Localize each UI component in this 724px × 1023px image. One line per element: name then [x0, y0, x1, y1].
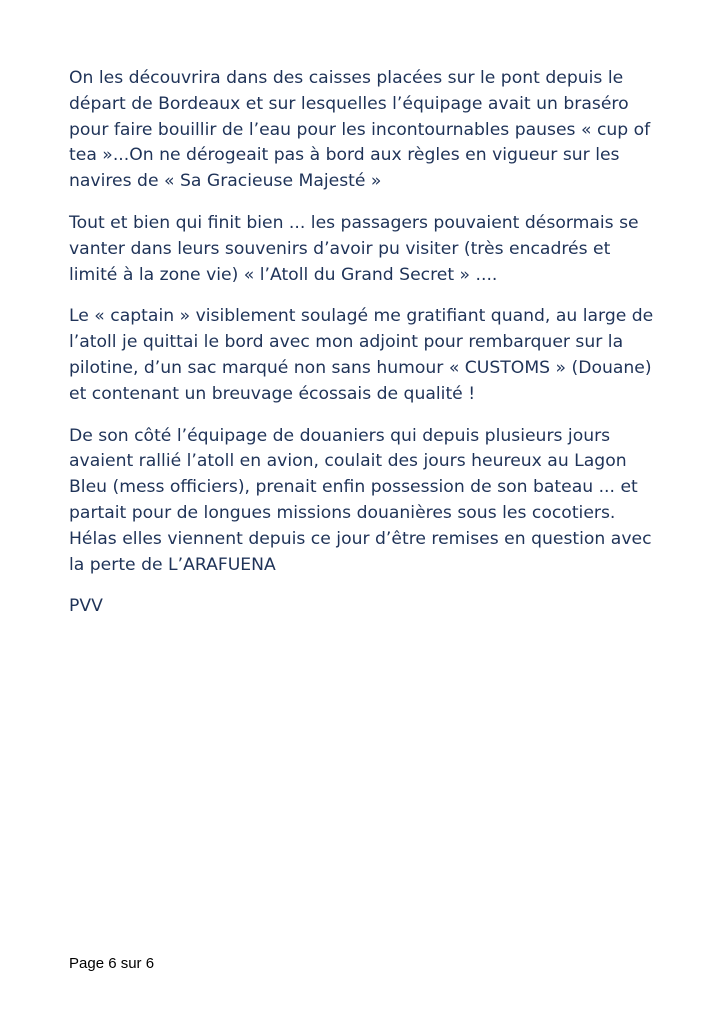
- text-line: limité à la zone vie) « l’Atoll du Grand Secret » ....: [69, 264, 498, 285]
- paragraph-3: [69, 304, 669, 407]
- document-body: [69, 66, 669, 636]
- text-line: Tout et bien qui finit bien ... les passagers pouvaient désormais se: [69, 212, 639, 233]
- text-line: Le « captain » visiblement soulagé me gratifiant quand, au large de: [69, 306, 654, 327]
- text-line: la perte de L’ARAFUENA: [69, 554, 276, 575]
- text-line: l’atoll je quittai le bord avec mon adjoint pour rembarquer sur la: [69, 332, 624, 353]
- text-line: vanter dans leurs souvenirs d’avoir pu visiter (très encadrés et: [69, 238, 611, 259]
- signature-text: PVV: [69, 596, 103, 617]
- text-line: pour faire bouillir de l’eau pour les incontournables pauses « cup of: [69, 119, 651, 140]
- text-line: avaient rallié l’atoll en avion, coulait des jours heureux au Lagon: [69, 451, 627, 472]
- signature: [69, 594, 669, 620]
- text-line: départ de Bordeaux et sur lesquelles l’équipage avait un braséro: [69, 93, 629, 114]
- text-line: et contenant un breuvage écossais de qualité !: [69, 383, 476, 404]
- text-line: Hélas elles viennent depuis ce jour d’être remises en question avec: [69, 528, 652, 549]
- text-line: partait pour de longues missions douanières sous les cocotiers.: [69, 502, 616, 523]
- text-line: De son côté l’équipage de douaniers qui depuis plusieurs jours: [69, 425, 611, 446]
- text-line: navires de « Sa Gracieuse Majesté »: [69, 171, 382, 192]
- paragraph-2: [69, 211, 669, 288]
- text-line: Bleu (mess officiers), prenait enfin possession de son bateau ... et: [69, 477, 638, 498]
- paragraph-1: [69, 66, 669, 195]
- text-line: On les découvrira dans des caisses placées sur le pont depuis le: [69, 68, 624, 88]
- page-number: Page 6 sur 6: [69, 955, 155, 972]
- text-line: tea »...On ne dérogeait pas à bord aux règles en vigueur sur les: [69, 145, 620, 166]
- paragraph-4: [69, 424, 669, 579]
- text-line: pilotine, d’un sac marqué non sans humour « CUSTOMS » (Douane): [69, 357, 652, 378]
